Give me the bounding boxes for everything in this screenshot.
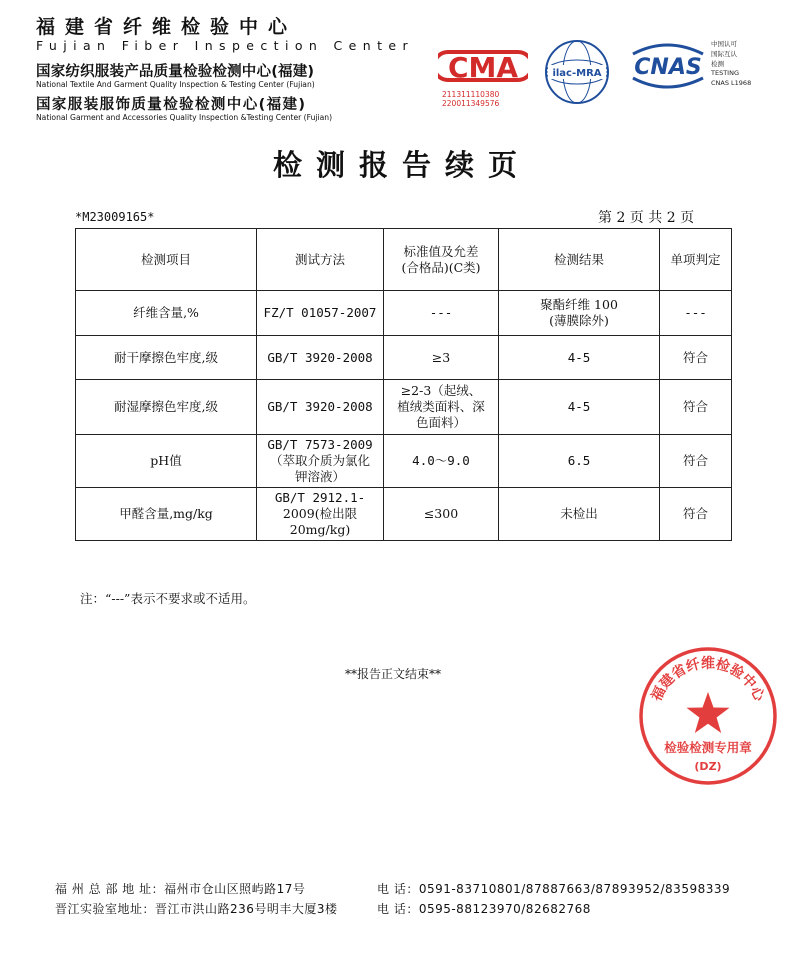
cell-standard [384,488,499,541]
standard-line: ≥2-3（起绒、 [400,383,482,398]
method-line: FZ/T 01057-2007 [263,305,377,320]
header-standard [384,229,499,291]
cell-verdict: 符合 [660,435,732,488]
cell-item: 甲醛含量,mg/kg [76,488,257,541]
method-line: GB/T 3920-2008 [267,349,373,365]
result-line: 4-5 [567,399,591,414]
method-line: GB/T 3920-2008 [267,399,373,414]
cnas-text-4: TESTING [711,69,739,77]
cma-logo [438,46,528,90]
cma-logo-text: CMA [447,51,519,84]
cell-item: 耐湿摩擦色牢度,级 [76,380,257,435]
header-standard-line2: (合格品)(C类) [401,259,481,275]
standard-line: ≤300 [423,506,459,521]
header-item: 检测项目 [76,229,257,291]
seal-code: (DZ) [694,760,722,773]
cell-method [257,336,384,380]
table-row [76,291,732,336]
method-line: GB/T 2912.1- [274,490,366,505]
cell-method [257,380,384,435]
cell-method [257,291,384,336]
seal-center-text: 检验检测专用章 [664,740,752,755]
cell-verdict: --- [660,291,732,336]
cell-result [499,336,660,380]
cnas-text-3: 检测 [711,60,724,68]
table-row [76,488,732,541]
official-seal [637,645,779,787]
ilac-mra-logo [540,38,614,106]
seal-ring-text: 福建省纤维检验中心 [648,655,768,704]
result-line: 未检出 [560,506,598,521]
cell-standard [384,435,499,488]
cell-method [257,435,384,488]
method-line: 钾溶液） [294,469,345,484]
header-result: 检测结果 [499,229,660,291]
seal-star-icon [687,692,730,733]
footer-phone-fuzhou: 电 话：0591-83710801/87887663/87893952/83598339 [377,882,731,896]
standard-line: 植绒类面料、深 [397,399,485,414]
method-line: （萃取介质为氯化 [269,453,370,468]
cell-method [257,488,384,541]
center2-name-en: National Garment and Accessories Quality Inspection &Testing Center (Fujian) [36,113,333,122]
cell-item: 耐干摩擦色牢度,级 [76,336,257,380]
standard-line: 4.0～9.0 [412,453,470,468]
org-name-cn: 福建省纤维检验中心 [36,16,298,38]
center2-name-cn: 国家服装服饰质量检验检测中心(福建) [36,97,307,113]
cell-verdict: 符合 [660,380,732,435]
cma-number-2: 220011349576 [442,99,500,108]
cell-item: 纤维含量,% [76,291,257,336]
table-row [76,380,732,435]
table-row [76,435,732,488]
method-line: GB/T 7573-2009 [267,437,373,452]
cell-result [499,291,660,336]
page-indicator: 第 2 页 共 2 页 [598,210,695,226]
page-title: 检测报告续页 [272,148,531,182]
cell-standard [384,291,499,336]
cell-verdict: 符合 [660,336,732,380]
method-line: 2009(检出限 [282,506,358,521]
cell-verdict: 符合 [660,488,732,541]
cnas-text-5: CNAS L1968 [711,79,752,87]
cell-item: pH值 [76,435,257,488]
cell-standard [384,380,499,435]
ilac-mra-logo-text: ilac-MRA [552,68,602,79]
center1-name-en: National Textile And Garment Quality Inspection & Testing Center (Fujian) [36,80,315,89]
header-method: 测试方法 [257,229,384,291]
footer-address-fuzhou: 福 州 总 部 地 址：福州市仓山区照屿路17号 [55,882,306,896]
result-line: (薄膜除外) [549,313,609,328]
cnas-text-2: 国际互认 [711,50,737,58]
cnas-logo-text: CNAS [634,55,702,80]
center1-name-cn: 国家纺织服装产品质量检验检测中心(福建) [36,64,315,80]
cnas-logo [627,38,709,92]
cell-result [499,488,660,541]
table-header-row [76,229,732,291]
end-of-report-mark: **报告正文结束** [345,667,442,681]
standard-line: --- [429,305,453,320]
cell-result [499,435,660,488]
cnas-text-1: 中国认可 [711,40,737,48]
standard-line: 色面料） [415,415,466,430]
method-line: 20mg/kg) [289,522,351,537]
header-verdict: 单项判定 [660,229,732,291]
results-table [75,228,732,541]
footer-phone-jinjiang: 电 话：0595-88123970/82682768 [377,902,591,916]
result-line: 6.5 [567,453,591,468]
table-note: 注：“---”表示不要求或不适用。 [80,591,256,606]
standard-line: ≥3 [431,349,451,365]
header-standard-line1: 标准值及允差 [403,243,479,259]
report-number: *M23009165* [75,210,155,224]
result-line: 聚酯纤维 100 [540,297,618,312]
cma-number-1: 211311110380 [442,90,500,99]
cell-result [499,380,660,435]
result-line: 4-5 [567,349,591,365]
org-name-en: Fujian Fiber Inspection Center [36,38,415,53]
table-row [76,336,732,380]
cell-standard [384,336,499,380]
footer-address-jinjiang: 晋江实验室地址：晋江市洪山路236号明丰大厦3楼 [55,902,338,916]
